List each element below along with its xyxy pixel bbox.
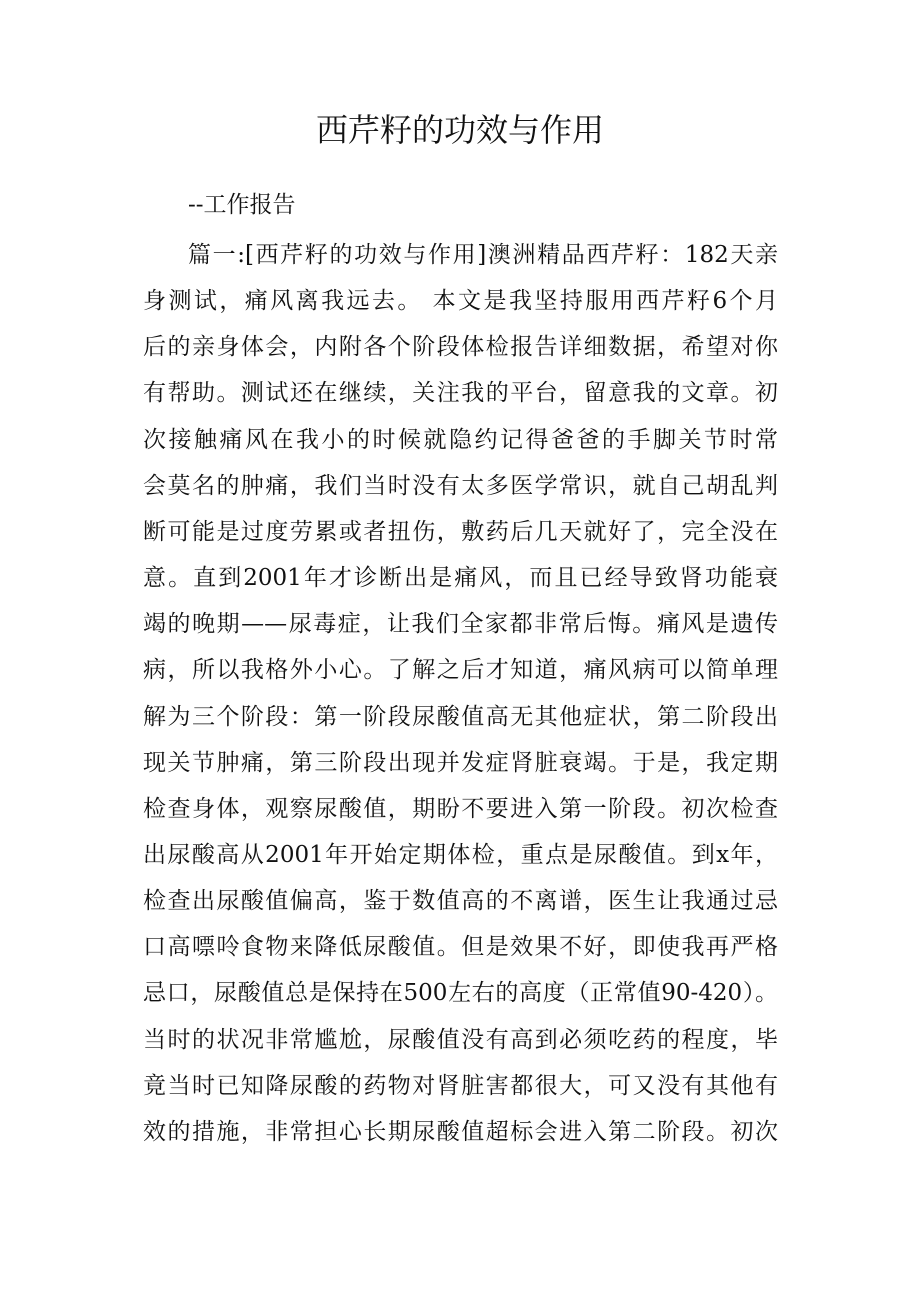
body-line: 意。直到2001年才诊断出是痛风，而且已经导致肾功能衰: [143, 565, 778, 592]
body-line: 当时的状况非常尴尬，尿酸值没有高到必须吃药的程度，毕: [143, 1026, 778, 1053]
body-line: 次接触痛风在我小的时候就隐约记得爸爸的手脚关节时常: [143, 426, 778, 453]
body-line: 现关节肿痛，第三阶段出现并发症肾脏衰竭。于是，我定期: [143, 749, 778, 776]
body-line: 有帮助。测试还在继续，关注我的平台，留意我的文章。初: [143, 380, 778, 407]
body-line: 检查出尿酸值偏高，鉴于数值高的不离谱，医生让我通过忌: [143, 888, 778, 915]
body-line: 忌口，尿酸值总是保持在500左右的高度（正常值90-420）。: [143, 980, 778, 1007]
body-line: 身测试，痛风离我远去。 本文是我坚持服用西芹籽6个月: [143, 288, 778, 315]
body-line: 篇一:[西芹籽的功效与作用]澳洲精品西芹籽：182天亲: [188, 242, 778, 268]
body-line: 断可能是过度劳累或者扭伤，敷药后几天就好了，完全没在: [143, 518, 778, 545]
body-line: 会莫名的肿痛，我们当时没有太多医学常识，就自己胡乱判: [143, 472, 778, 499]
body-line: 检查身体，观察尿酸值，期盼不要进入第一阶段。初次检查: [143, 795, 778, 822]
body-line: 病，所以我格外小心。了解之后才知道，痛风病可以简单理: [143, 657, 778, 684]
body-line: 出尿酸高从2001年开始定期体检，重点是尿酸值。到x年，: [143, 841, 778, 868]
body-line: 解为三个阶段：第一阶段尿酸值高无其他症状，第二阶段出: [143, 703, 778, 730]
body-line: 竭的晚期——尿毒症，让我们全家都非常后悔。痛风是遗传: [143, 611, 778, 638]
document-subtitle: --工作报告: [188, 192, 296, 218]
body-line: 竟当时已知降尿酸的药物对肾脏害都很大，可又没有其他有: [143, 1072, 778, 1099]
body-line: 后的亲身体会，内附各个阶段体检报告详细数据，希望对你: [143, 334, 778, 361]
document-title: 西芹籽的功效与作用: [315, 111, 604, 149]
body-line: 效的措施，非常担心长期尿酸值超标会进入第二阶段。初次: [143, 1118, 778, 1145]
body-line: 口高嘌呤食物来降低尿酸值。但是效果不好，即使我再严格: [143, 934, 778, 961]
